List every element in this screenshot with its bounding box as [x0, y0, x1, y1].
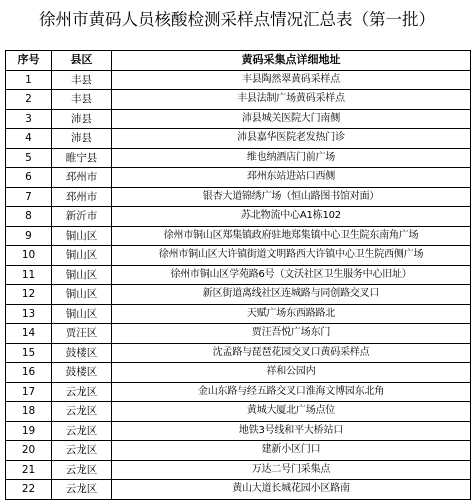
row-number-cell: 19	[6, 421, 52, 441]
table-row	[6, 265, 471, 285]
table-row	[6, 226, 471, 246]
county-cell: 云龙区	[52, 460, 112, 480]
county-cell: 铜山区	[52, 226, 112, 246]
address-cell: 徐州市铜山区郑集镇政府驻地郑集镇中心卫生院东南角广场	[112, 226, 471, 246]
table-row	[6, 129, 471, 149]
row-number-cell: 15	[6, 343, 52, 363]
table-row	[6, 168, 471, 188]
address-cell: 黄城大厦北广场点位	[112, 402, 471, 422]
table-row	[6, 148, 471, 168]
row-number-cell: 18	[6, 402, 52, 422]
address-cell: 沛县嘉华医院老发热门诊	[112, 129, 471, 149]
address-cell: 万达二号门采集点	[112, 460, 471, 480]
table-header-row	[6, 51, 471, 71]
table-row	[6, 207, 471, 227]
table-row	[6, 187, 471, 207]
table-row	[6, 90, 471, 110]
table-row	[6, 363, 471, 383]
address-cell: 维也纳酒店门前广场	[112, 148, 471, 168]
address-cell: 徐州市铜山区大许镇街道文明路西大许镇中心卫生院西侧广场	[112, 246, 471, 266]
county-cell: 邳州市	[52, 187, 112, 207]
table-row	[6, 421, 471, 441]
county-cell: 沛县	[52, 109, 112, 129]
row-number-cell: 7	[6, 187, 52, 207]
county-cell: 睢宁县	[52, 148, 112, 168]
table-row	[6, 441, 471, 461]
address-cell: 建新小区门口	[112, 441, 471, 461]
address-cell: 祥和公园内	[112, 363, 471, 383]
table-row	[6, 480, 471, 500]
county-cell: 邳州市	[52, 168, 112, 188]
county-cell: 云龙区	[52, 421, 112, 441]
row-number-cell: 22	[6, 480, 52, 500]
row-number-cell: 4	[6, 129, 52, 149]
row-number-cell: 9	[6, 226, 52, 246]
address-cell: 邳州东站进站口西侧	[112, 168, 471, 188]
sampling-points-table	[5, 50, 471, 500]
row-number-cell: 20	[6, 441, 52, 461]
address-cell: 沛县城关医院大门南侧	[112, 109, 471, 129]
header-county: 县区	[52, 51, 112, 71]
row-number-cell: 21	[6, 460, 52, 480]
address-cell: 丰县陶然翠黄码采样点	[112, 70, 471, 90]
address-cell: 地铁3号线和平大桥站口	[112, 421, 471, 441]
address-cell: 天赋广场东西路路北	[112, 304, 471, 324]
county-cell: 云龙区	[52, 402, 112, 422]
address-cell: 贾汪吾悦广场东门	[112, 324, 471, 344]
row-number-cell: 11	[6, 265, 52, 285]
row-number-cell: 8	[6, 207, 52, 227]
address-cell: 徐州市铜山区学苑路6号（文沃社区卫生服务中心旧址）	[112, 265, 471, 285]
row-number-cell: 5	[6, 148, 52, 168]
table-row	[6, 460, 471, 480]
county-cell: 沛县	[52, 129, 112, 149]
row-number-cell: 13	[6, 304, 52, 324]
table-row	[6, 70, 471, 90]
address-cell: 新区街道离线社区连城路与同创路交叉口	[112, 285, 471, 305]
address-cell: 苏北物流中心A1栋102	[112, 207, 471, 227]
row-number-cell: 6	[6, 168, 52, 188]
county-cell: 贾汪区	[52, 324, 112, 344]
table-row	[6, 304, 471, 324]
row-number-cell: 16	[6, 363, 52, 383]
county-cell: 铜山区	[52, 246, 112, 266]
table-row	[6, 246, 471, 266]
document-title: 徐州市黄码人员核酸检测采样点情况汇总表（第一批）	[39, 10, 435, 29]
county-cell: 云龙区	[52, 441, 112, 461]
county-cell: 鼓楼区	[52, 343, 112, 363]
row-number-cell: 14	[6, 324, 52, 344]
address-cell: 银杏大道锦绣广场（恒山路图书馆对面）	[112, 187, 471, 207]
row-number-cell: 1	[6, 70, 52, 90]
row-number-cell: 2	[6, 90, 52, 110]
row-number-cell: 10	[6, 246, 52, 266]
row-number-cell: 3	[6, 109, 52, 129]
county-cell: 丰县	[52, 70, 112, 90]
county-cell: 云龙区	[52, 382, 112, 402]
table-row	[6, 109, 471, 129]
header-no: 序号	[6, 51, 52, 71]
table-body	[6, 70, 471, 499]
county-cell: 鼓楼区	[52, 363, 112, 383]
address-cell: 黄山大道长城花园小区路南	[112, 480, 471, 500]
address-cell: 丰县法制广场黄码采样点	[112, 90, 471, 110]
row-number-cell: 17	[6, 382, 52, 402]
table-row	[6, 324, 471, 344]
table-row	[6, 382, 471, 402]
table-row	[6, 343, 471, 363]
county-cell: 铜山区	[52, 304, 112, 324]
row-number-cell: 12	[6, 285, 52, 305]
county-cell: 铜山区	[52, 265, 112, 285]
county-cell: 铜山区	[52, 285, 112, 305]
table-row	[6, 285, 471, 305]
county-cell: 丰县	[52, 90, 112, 110]
address-cell: 沈孟路与琵琶花园交叉口黄码采样点	[112, 343, 471, 363]
address-cell: 金山东路与经五路交叉口淮海文博园东北角	[112, 382, 471, 402]
table-row	[6, 402, 471, 422]
header-address: 黄码采集点详细地址	[112, 51, 471, 71]
county-cell: 云龙区	[52, 480, 112, 500]
county-cell: 新沂市	[52, 207, 112, 227]
